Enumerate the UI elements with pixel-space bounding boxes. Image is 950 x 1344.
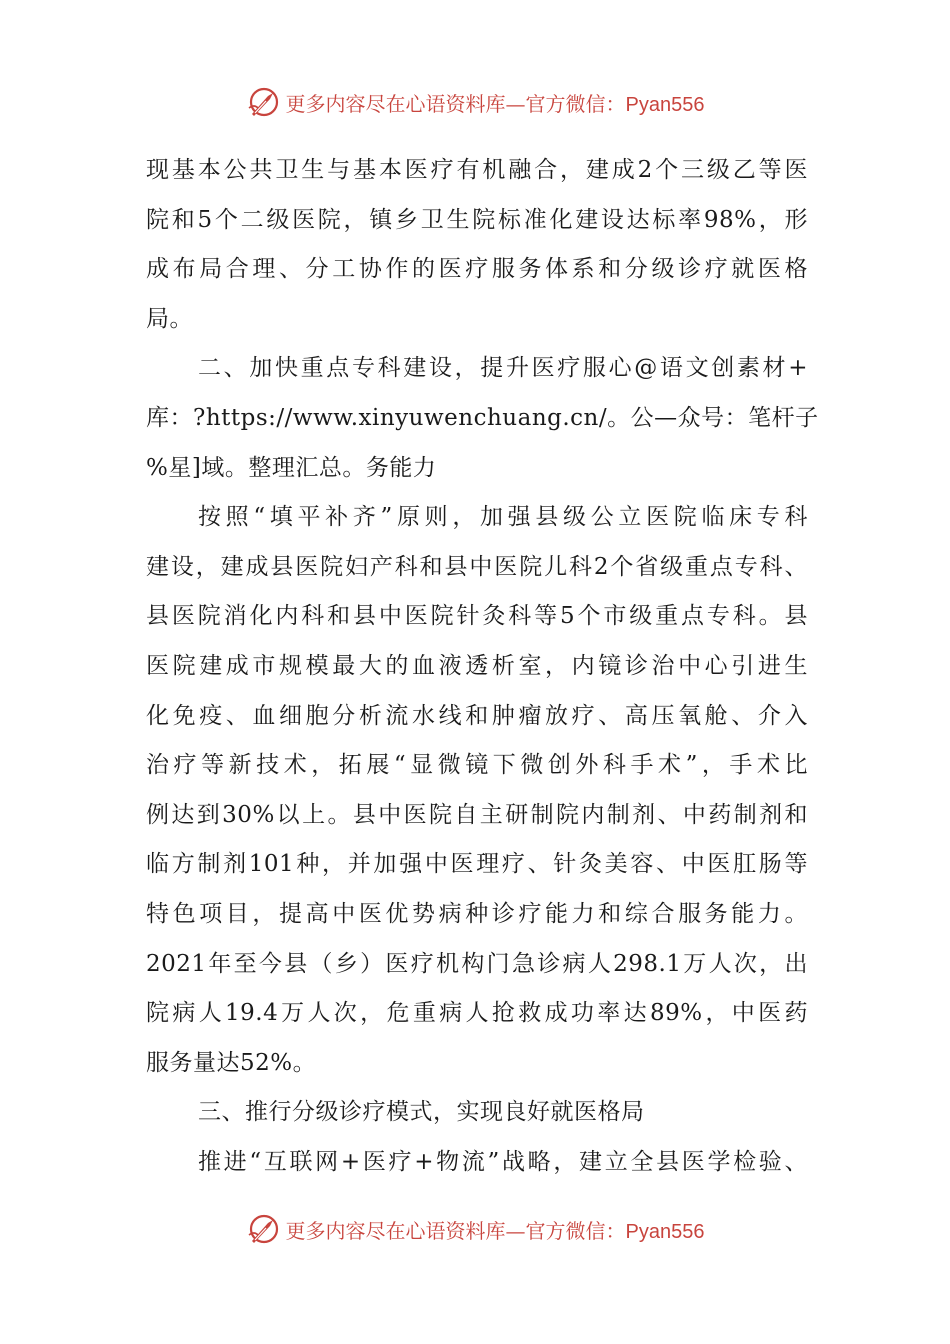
paragraph-line: 县医院消化内科和县中医院针灸科等5个市级重点专科。县 [146, 603, 808, 630]
pen-nib-logo-icon [246, 84, 282, 120]
paragraph-line: 局。 [146, 305, 193, 332]
header-banner [0, 82, 950, 122]
paragraph-line: %星]域。整理汇总。务能力 [146, 454, 437, 481]
header-wechat-id: Pyan556 [625, 93, 705, 116]
header-wechat-label: 官方微信： [525, 91, 626, 116]
paragraph-line: 库：?https://www.xinyuwenchuang.cn/。公—众号：笔杆子 [146, 404, 819, 431]
section-heading-line: 二、加快重点专科建设，提升医疗服心@语文创素材+ [198, 355, 808, 382]
section-heading-line: 三、推行分级诊疗模式，实现良好就医格局 [198, 1099, 645, 1126]
paragraph-line: 例达到30%以上。县中医院自主研制院内制剂、中药制剂和 [146, 801, 808, 828]
paragraph-line: 按照“填平补齐”原则，加强县级公立医院临床专科 [198, 504, 808, 531]
paragraph-line: 推进“互联网+医疗+物流”战略，建立全县医学检验、 [198, 1148, 808, 1175]
footer-banner-text [286, 1215, 705, 1244]
header-site-name: 更多内容尽在心语资料库 [285, 91, 506, 116]
paragraph-line: 临方制剂101种，并加强中医理疗、针灸美容、中医肛肠等 [146, 851, 808, 878]
paragraph-line: 服务量达52%。 [146, 1049, 317, 1076]
footer-banner [0, 1209, 950, 1249]
paragraph-line: 现基本公共卫生与基本医疗有机融合，建成2个三级乙等医 [146, 157, 808, 183]
footer-site-name: 更多内容尽在心语资料库 [285, 1218, 506, 1243]
paragraph-line: 医院建成市规模最大的血液透析室，内镜诊治中心引进生 [146, 652, 808, 679]
footer-wechat-id: Pyan556 [625, 1220, 705, 1243]
paragraph-line: 建设，建成县医院妇产科和县中医院儿科2个省级重点专科、 [146, 553, 808, 580]
paragraph-line: 化免疫、血细胞分析流水线和肿瘤放疗、高压氧舱、介入 [146, 702, 808, 729]
header-dash: — [505, 91, 526, 116]
paragraph-line: 院病人19.4万人次，危重病人抢救成功率达89%，中医药 [146, 1000, 808, 1027]
paragraph-line: 院和5个二级医院，镇乡卫生院标准化建设达标率98%，形 [146, 206, 808, 233]
paragraph-line: 成布局合理、分工协作的医疗服务体系和分级诊疗就医格 [146, 256, 808, 283]
footer-wechat-label: 官方微信： [525, 1218, 626, 1243]
paragraph-line: 特色项目，提高中医优势病种诊疗能力和综合服务能力。 [146, 900, 808, 927]
paragraph-line: 2021年至今县（乡）医疗机构门急诊病人298.1万人次，出 [146, 950, 808, 977]
footer-dash: — [505, 1218, 526, 1243]
document-body [146, 146, 819, 1187]
paragraph-line: 治疗等新技术，拓展“显微镜下微创外科手术”，手术比 [146, 752, 808, 779]
pen-nib-logo-icon [246, 1211, 282, 1247]
header-banner-text [286, 88, 705, 117]
